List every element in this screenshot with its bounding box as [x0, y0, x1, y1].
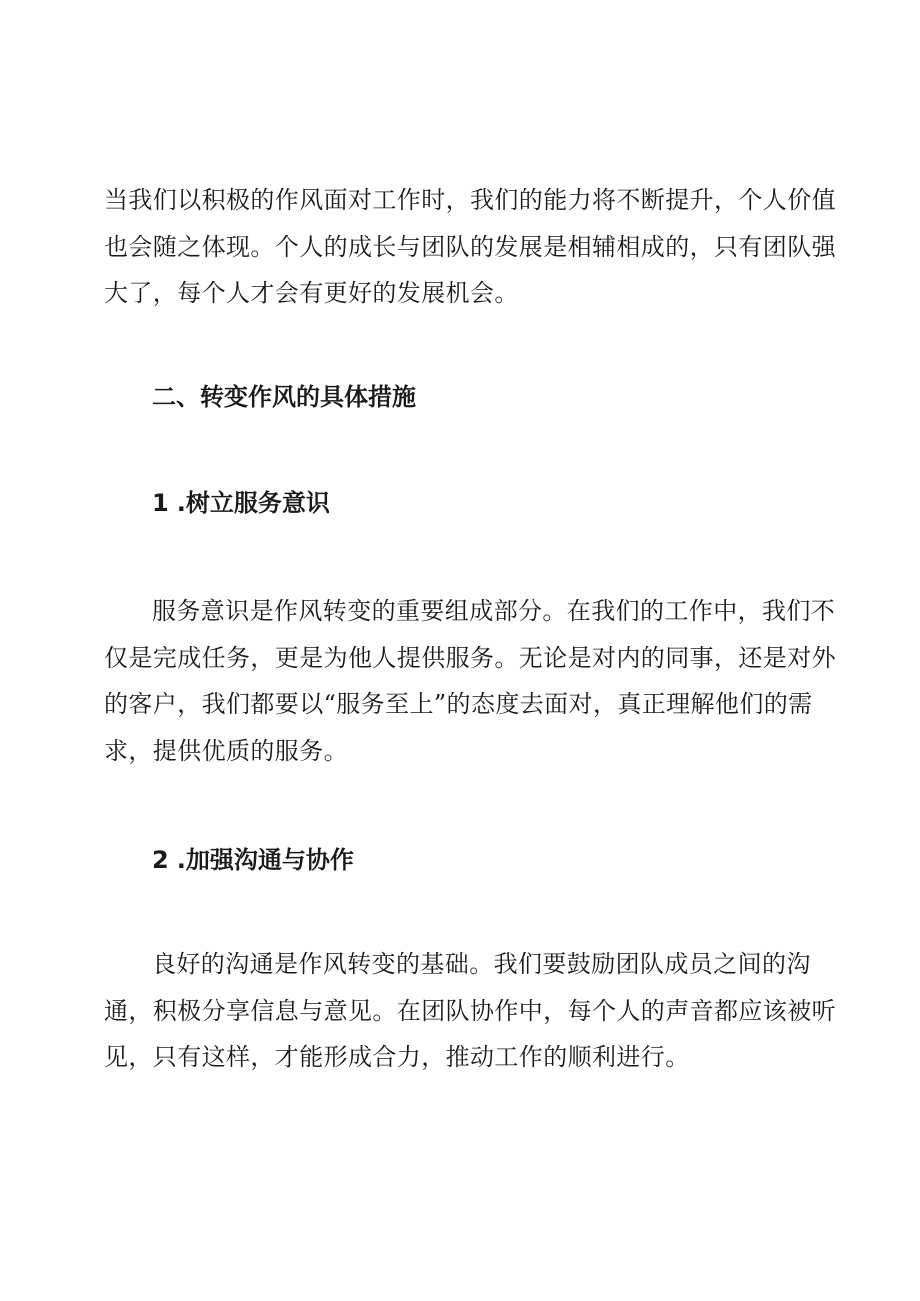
item-title: .树立服务意识: [176, 489, 330, 517]
paragraph-line: 的客户，我们都要以“服务至上”的态度去面对，真正理解他们的需: [104, 690, 813, 718]
paragraph-line: 仅是完成任务，更是为他人提供服务。无论是对内的同事，还是对外: [104, 643, 836, 672]
section-heading: 二、转变作风的具体措施: [152, 383, 416, 411]
item-number: 2: [152, 846, 169, 874]
paragraph-line: 服务意识是作风转变的重要组成部分。在我们的工作中，我们不: [152, 597, 836, 625]
paragraph-line: 通，积极分享信息与意见。在团队协作中，每个人的声音都应该被听: [104, 996, 836, 1025]
item-heading-2: [152, 845, 354, 875]
intro-line: 当我们以积极的作风面对工作时，我们的能力将不断提升，个人价值: [104, 186, 836, 214]
paragraph-line: 良好的沟通是作风转变的基础。我们要鼓励团队成员之间的沟: [152, 950, 811, 978]
item-paragraph-1: [104, 588, 836, 774]
item-paragraph-2: [104, 941, 836, 1081]
paragraph-line: 求，提供优质的服务。: [104, 736, 348, 765]
paragraph-line: 见，只有这样，才能形成合力，推动工作的顺利进行。: [104, 1043, 690, 1071]
item-title: .加强沟通与协作: [176, 846, 354, 874]
intro-line: 也会随之体现。个人的成长与团队的发展是相辅相成的，只有团队强: [104, 232, 836, 261]
item-heading-1: [152, 488, 330, 518]
intro-line: 大了，每个人才会有更好的发展机会。: [104, 279, 519, 307]
item-number: 1: [152, 489, 169, 517]
intro-paragraph: [104, 177, 836, 317]
